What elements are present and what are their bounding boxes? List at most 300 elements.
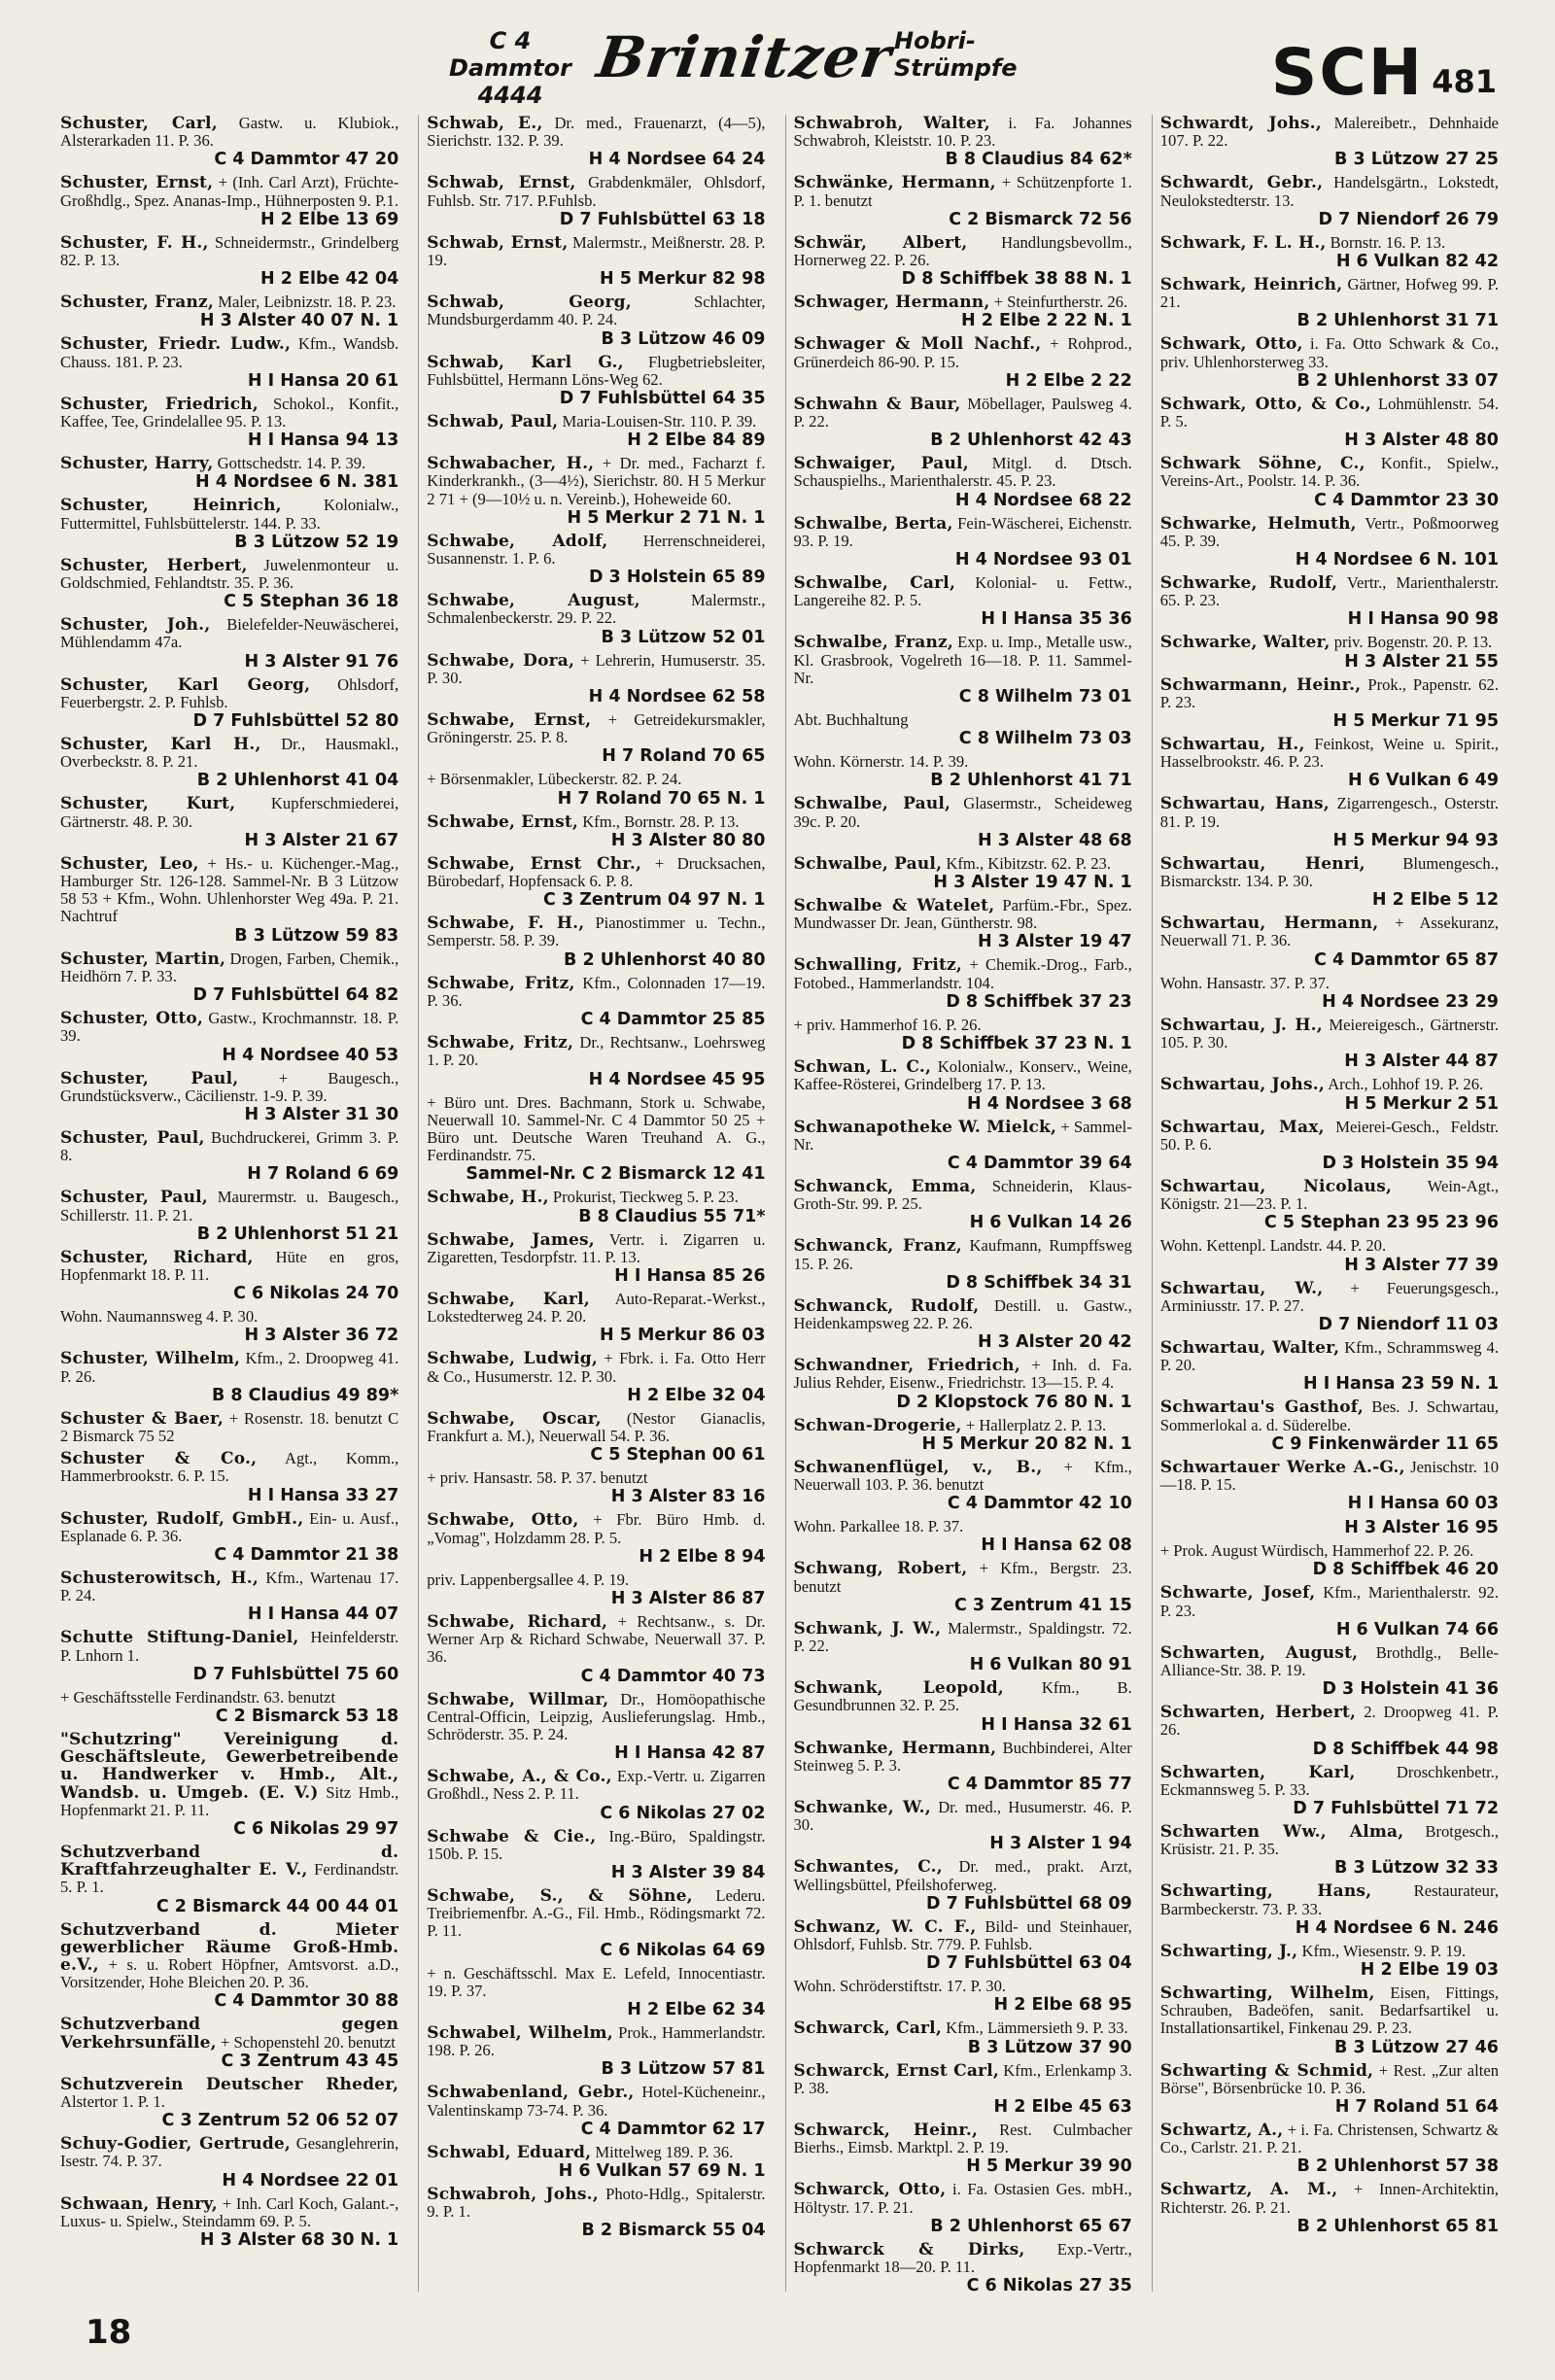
- entry-phone: C 4 Dammtor 85 77: [947, 1774, 1132, 1794]
- entry-details: Kfm., Colonnaden 17—19. P. 36.: [427, 973, 766, 1010]
- directory-entry: [794, 1620, 1132, 1674]
- directory-entry: [1160, 795, 1499, 849]
- entry-name: Schwarke, Rudolf,: [1159, 573, 1338, 594]
- entry-name: Schwabe, Fritz,: [427, 1033, 574, 1053]
- entry-phone: H I Hansa 94 13: [247, 431, 399, 451]
- entry-phone: H 2 Elbe 84 89: [627, 431, 766, 451]
- entry-phone: H 2 Elbe 8 94: [639, 1546, 766, 1567]
- entry-phone: H 3 Alster 39 84: [610, 1862, 766, 1882]
- entry-details: + Getreidekursmakler, Gröningerstr. 25. P. 8.: [427, 710, 766, 747]
- entry-details: Kfm., Kibitzstr. 62. P. 23.: [946, 853, 1112, 873]
- entry-details: + Assekuranz, Neuerwall 71. P. 36.: [1159, 914, 1499, 950]
- column-4: [1152, 115, 1499, 2292]
- entry-phone: B 8 Claudius 49 89*: [211, 1385, 399, 1405]
- entry-details: Droschkenbetr., Eckmannsweg 5. P. 33.: [1159, 1762, 1499, 1799]
- entry-name: Schwahn & Baur,: [793, 394, 961, 414]
- entry-name: Schwabe, Ludwig,: [427, 1349, 598, 1369]
- entry-phone: Sammel-Nr. C 2 Bismarck 12 41: [466, 1164, 766, 1185]
- directory-entry: [794, 1858, 1132, 1913]
- directory-entry: [1160, 2062, 1499, 2117]
- directory-entry: [794, 1799, 1132, 1853]
- directory-entry: [794, 2019, 1132, 2056]
- directory-entry: [794, 1178, 1132, 1232]
- entry-name: Schwanck, Rudolf,: [793, 1295, 980, 1316]
- entry-phone: H 5 Merkur 71 95: [1332, 711, 1499, 732]
- entry-name: Schwalbe, Berta,: [793, 513, 953, 534]
- entry-name: Schwabenland, Gebr.,: [427, 2083, 635, 2103]
- directory-entry: [794, 956, 1132, 1011]
- entry-details: Bielefelder-Neuwäscherei, Mühlendamm 47a.: [60, 615, 399, 652]
- entry-name: Schwabe, Ernst,: [427, 811, 579, 832]
- entry-details: Ing.-Büro, Spaldingstr. 150b. P. 15.: [427, 1826, 766, 1863]
- header-ad-phone: C 4 Dammtor 4444: [449, 27, 571, 109]
- entry-details: + Rest. „Zur alten Börse", Börsenbrücke 10. P. 36.: [1159, 2060, 1499, 2097]
- entry-name: Schwaan, Henry,: [60, 2193, 218, 2214]
- directory-entry: [427, 115, 765, 169]
- directory-entry: [794, 1679, 1132, 1734]
- entry-phone: H I Hansa 23 59 N. 1: [1302, 1374, 1499, 1395]
- directory-entry: [1160, 975, 1499, 1012]
- entry-details: Kfm., Wiesenstr. 9. P. 19.: [1301, 1941, 1467, 1960]
- entry-details: Mitgl. d. Dtsch. Schauspielhs., Marienthalerstr. 45. P. 23.: [793, 454, 1132, 491]
- directory-entry: [427, 771, 765, 808]
- directory-entry: [794, 1237, 1132, 1292]
- entry-name: Schwarke, Walter,: [1159, 633, 1330, 653]
- entry-phone: H 3 Alster 80 80: [610, 830, 766, 850]
- entry-phone: B 8 Claudius 55 71*: [578, 1206, 766, 1226]
- entry-details: + Inh. Carl Koch, Galant.-, Luxus- u. Spielw., Steindamm 69. P. 5.: [60, 2193, 399, 2230]
- entry-phone: H 6 Vulkan 14 26: [969, 1213, 1132, 1233]
- entry-name: Schwartau, Max,: [1159, 1117, 1325, 1137]
- directory-entry: [794, 234, 1132, 289]
- entry-phone: H 6 Vulkan 82 42: [1335, 252, 1499, 272]
- entry-name: Schwabe & Cie.,: [427, 1826, 597, 1846]
- entry-name: Schuster, Richard,: [60, 1247, 254, 1267]
- directory-entry: [1160, 855, 1499, 910]
- entry-details: Ein- u. Ausf., Esplanade 6. P. 36.: [60, 1508, 399, 1545]
- directory-entry: [1160, 234, 1499, 271]
- entry-details: + Innen-Architektin, Richterstr. 26. P. 21.: [1159, 2180, 1499, 2217]
- directory-entry: [1160, 1943, 1499, 1980]
- entry-phone: H 5 Merkur 94 93: [1332, 830, 1499, 850]
- entry-details: Wohn. Schröderstiftstr. 17. P. 30.: [793, 1977, 1007, 1996]
- directory-entry: [60, 1569, 398, 1624]
- entry-name: Schwanck, Emma,: [793, 1176, 977, 1196]
- entry-details: Grabdenkmäler, Ohlsdorf, Fuhlsb. Str. 717. P.Fuhlsb.: [427, 173, 766, 210]
- entry-phone: C 6 Nikolas 27 35: [966, 2276, 1132, 2292]
- entry-details: 2. Droopweg 41. P. 26.: [1159, 1703, 1499, 1740]
- directory-entry: [794, 174, 1132, 228]
- entry-phone: B 2 Uhlenhorst 33 07: [1296, 370, 1499, 391]
- entry-details: Bes. J. Schwartau, Sommerlokal a. d. Süderelbe.: [1159, 1397, 1499, 1434]
- entry-phone: B 3 Lützow 52 01: [601, 627, 766, 647]
- header-ad-tagline: Hobri-Strümpfe: [894, 27, 1018, 82]
- directory-entry: [794, 2121, 1132, 2176]
- entry-phone: H I Hansa 33 27: [247, 1485, 399, 1505]
- entry-name: Schwabe, Ernst,: [427, 710, 592, 731]
- entry-details: priv. Lappenbergsallee 4. P. 19.: [427, 1569, 630, 1589]
- entry-details: Flugbetriebsleiter, Fuhlsbüttel, Hermann Löns-Weg 62.: [427, 352, 766, 389]
- entry-name: Schwartau, Walter,: [1159, 1337, 1340, 1358]
- entry-phone: B 2 Bismarck 55 04: [581, 2221, 766, 2241]
- entry-name: Schwanke, Hermann,: [793, 1738, 997, 1758]
- entry-name: Schuster, Franz,: [60, 293, 215, 313]
- entry-details: Ohlsdorf, Feuerbergstr. 2. P. Fuhlsb.: [60, 674, 399, 711]
- entry-phone: H 4 Nordsee 62 58: [588, 687, 766, 707]
- directory-entry: [1160, 335, 1499, 390]
- entry-name: Schutzverband gegen Verkehrsunfälle,: [60, 2015, 399, 2052]
- directory-entry: [60, 1844, 398, 1916]
- entry-details: Brothdlg., Belle-Alliance-Str. 38. P. 19.: [1159, 1642, 1499, 1679]
- entry-details: + Börsenmakler, Lübeckerstr. 82. P. 24.: [427, 770, 682, 789]
- directory-entry: [60, 1189, 398, 1243]
- entry-phone: H 5 Merkur 39 90: [966, 2156, 1132, 2177]
- entry-name: Schwabe, S., & Söhne,: [427, 1885, 693, 1906]
- entry-details: Glasermstr., Scheideweg 39c. P. 20.: [793, 794, 1132, 831]
- entry-details: + Lehrerin, Humuserstr. 35. P. 30.: [427, 650, 766, 687]
- entry-phone: C 3 Zentrum 52 06 52 07: [161, 2111, 399, 2131]
- directory-entry: [427, 914, 765, 969]
- entry-name: Schwabe, Willmar,: [427, 1689, 609, 1709]
- entry-details: + Hallerplatz 2. P. 13.: [965, 1415, 1107, 1434]
- directory-entry: [60, 1070, 398, 1124]
- entry-phone: H 5 Merkur 2 71 N. 1: [567, 507, 766, 528]
- entry-details: Dr., Hausmakl., Overbeckstr. 8. P. 21.: [60, 735, 399, 772]
- entry-phone: H 4 Nordsee 23 29: [1322, 991, 1499, 1012]
- entry-phone: C 3 Zentrum 04 97 N. 1: [543, 890, 766, 911]
- entry-details: Dr. med., Husumerstr. 46. P. 30.: [793, 1797, 1132, 1835]
- entry-name: Schwalbe, Paul,: [793, 853, 943, 874]
- directory-entry: [1160, 1823, 1499, 1878]
- entry-details: Heinfelderstr. P. Lnhorn 1.: [60, 1628, 399, 1665]
- entry-phone: H 3 Alster 21 55: [1344, 651, 1499, 672]
- directory-entry: [794, 1417, 1132, 1454]
- entry-details: Agt., Komm., Hammerbrookstr. 6. P. 15.: [60, 1449, 399, 1486]
- entry-phone: C 4 Dammtor 40 73: [580, 1666, 766, 1686]
- directory-entry: [427, 2144, 765, 2181]
- entry-details: Prok., Papenstr. 62. P. 23.: [1159, 674, 1499, 711]
- entry-phone: B 2 Uhlenhorst 42 43: [930, 431, 1132, 451]
- directory-entry: [1160, 1644, 1499, 1699]
- entry-phone: D 7 Fuhlsbüttel 68 09: [925, 1893, 1132, 1914]
- entry-phone: D 8 Schiffbek 37 23 N. 1: [901, 1034, 1132, 1054]
- entry-phone: H I Hansa 60 03: [1347, 1494, 1499, 1514]
- entry-name: Schwank, Leopold,: [793, 1678, 1004, 1699]
- entry-details: Malereibetr., Dehnhaide 107. P. 22.: [1159, 115, 1499, 151]
- entry-name: Schuster, Karl H.,: [60, 735, 261, 755]
- entry-details: + Geschäftsstelle Ferdinandstr. 63. benutzt: [60, 1687, 336, 1707]
- entry-name: Schwab, E.,: [427, 115, 543, 133]
- entry-phone: H 3 Alster 86 87: [610, 1588, 766, 1608]
- entry-name: Schuster, Leo,: [60, 853, 199, 874]
- entry-phone: C 5 Stephan 00 61: [590, 1445, 766, 1466]
- directory-entry: [60, 1308, 398, 1345]
- entry-phone: B 3 Lützow 52 19: [234, 532, 399, 552]
- entry-name: Schwabl, Eduard,: [427, 2142, 592, 2162]
- entry-phone: H 3 Alster 31 30: [244, 1104, 399, 1124]
- entry-phone: B 3 Lützow 32 33: [1334, 1858, 1499, 1879]
- entry-name: Schwabe, Fritz,: [427, 973, 575, 993]
- entry-name: Schwarck, Carl,: [793, 2018, 942, 2039]
- entry-name: Schuster, Wilhelm,: [60, 1349, 241, 1369]
- entry-phone: H 7 Roland 6 69: [247, 1164, 399, 1185]
- entry-name: Schwab, Karl G.,: [427, 352, 624, 372]
- entry-name: Schwarting & Schmid,: [1159, 2060, 1374, 2081]
- entry-phone: D 7 Fuhlsbüttel 64 35: [559, 389, 766, 409]
- directory-entry: [794, 1740, 1132, 1794]
- entry-phone: H 5 Merkur 2 51: [1344, 1093, 1499, 1114]
- entry-phone: B 2 Uhlenhorst 41 71: [930, 771, 1132, 791]
- entry-name: Schwabacher, H.,: [427, 454, 595, 474]
- entry-phone: H I Hansa 42 87: [614, 1743, 766, 1764]
- entry-details: Maurermstr. u. Baugesch., Schillerstr. 11. P. 21.: [60, 1188, 399, 1224]
- entry-details: Vertr., Marienthalerstr. 65. P. 23.: [1159, 573, 1499, 610]
- entry-phone: D 2 Klopstock 76 80 N. 1: [896, 1392, 1132, 1412]
- entry-name: Schuster, Herbert,: [60, 555, 248, 575]
- entry-details: Kfm., B. Gesundbrunnen 32. P. 25.: [793, 1678, 1132, 1715]
- entry-phone: H 3 Alster 44 87: [1344, 1052, 1499, 1072]
- entry-details: Drogen, Farben, Chemik., Heidhörn 7. P. 33.: [60, 949, 399, 985]
- entry-name: Schwanz, W. C. F.,: [793, 1916, 977, 1937]
- entry-details: + Sammel-Nr.: [793, 1117, 1132, 1154]
- entry-name: Schwalbe, Carl,: [793, 573, 956, 594]
- directory-entry: [794, 335, 1132, 390]
- directory-entry: [60, 234, 398, 289]
- entry-name: Schuster, Kurt,: [60, 794, 236, 814]
- entry-phone: C 4 Dammtor 62 17: [580, 2119, 766, 2139]
- entry-details: Meiereigesch., Gärtnerstr. 105. P. 30.: [1159, 1015, 1499, 1052]
- entry-details: Pianostimmer u. Techn., Semperstr. 58. P. 39.: [427, 914, 766, 950]
- directory-entry: [60, 1010, 398, 1064]
- entry-name: Schwab, Georg,: [427, 293, 632, 313]
- entry-details: Schokol., Konfit., Kaffee, Tee, Grindelallee 95. P. 13.: [60, 394, 399, 431]
- entry-details: + s. u. Robert Höpfner, Amtsvorst. a.D., Vorsitzender, Hohe Bleichen 20. P. 36.: [60, 1955, 399, 1992]
- entry-name: Schwabe, F. H.,: [427, 914, 585, 934]
- entry-details: Restaurateur, Barmbeckerstr. 73. P. 33.: [1159, 1881, 1499, 1918]
- entry-phone: H 6 Vulkan 6 49: [1347, 771, 1499, 791]
- directory-entry: [1160, 1882, 1499, 1937]
- entry-phone: D 8 Schiffbek 38 88 N. 1: [901, 269, 1132, 290]
- entry-phone: B 3 Lützow 27 25: [1334, 150, 1499, 170]
- entry-details: Arch., Lohhof 19. P. 26.: [1328, 1075, 1484, 1094]
- directory-entry: [427, 975, 765, 1029]
- directory-entry: [1160, 1764, 1499, 1818]
- directory-entry: [794, 2062, 1132, 2117]
- entry-phone: D 8 Schiffbek 34 31: [946, 1272, 1132, 1293]
- directory-entry: [1160, 1584, 1499, 1638]
- entry-details: Hotel-Kücheneinr., Valentinskamp 73-74. P. 36.: [427, 2083, 766, 2120]
- directory-entry: [794, 515, 1132, 569]
- entry-phone: C 2 Bismarck 53 18: [215, 1706, 399, 1726]
- entry-phone: H 3 Alster 48 68: [978, 830, 1132, 850]
- entry-phone: H 2 Elbe 32 04: [627, 1385, 766, 1405]
- directory-entry: [427, 533, 765, 587]
- entry-phone: C 4 Dammtor 42 10: [947, 1494, 1132, 1514]
- entry-details: Destill. u. Gastw., Heidenkampsweg 22. P. 26.: [793, 1295, 1132, 1332]
- entry-details: priv. Bogenstr. 20. P. 13.: [1333, 633, 1493, 652]
- entry-details: Kfm., Wandsb. Chauss. 181. P. 23.: [60, 334, 399, 371]
- entry-name: Schwarten, Herbert,: [1159, 1703, 1357, 1723]
- entry-phone: H 3 Alster 1 94: [989, 1834, 1132, 1854]
- directory-entry: [427, 1613, 765, 1686]
- entry-phone: H 2 Elbe 13 69: [260, 209, 399, 229]
- entry-details: Konfit., Spielw., Vereins-Art., Poolstr. 14. P. 36.: [1159, 454, 1499, 491]
- entry-phone: H 4 Nordsee 6 N. 381: [194, 472, 399, 493]
- directory-entry: [60, 293, 398, 330]
- directory-entry: [60, 2135, 398, 2190]
- directory-entry: [794, 455, 1132, 509]
- entry-name: Schwabroh, Johs.,: [427, 2185, 599, 2205]
- entry-phone: C 4 Dammtor 23 30: [1314, 490, 1499, 510]
- entry-name: Schwalbe & Watelet,: [793, 896, 995, 916]
- entry-details: Jenischstr. 10—18. P. 15.: [1159, 1457, 1499, 1494]
- entry-details: Handelsgärtn., Lokstedt, Neulokstedterstr. 13.: [1159, 173, 1499, 210]
- entry-details: + Chemik.-Drog., Farb., Fotobed., Hammerlandstr. 104.: [793, 955, 1132, 992]
- entry-name: Schwabel, Wilhelm,: [427, 2023, 613, 2043]
- entry-name: Schutte Stiftung-Daniel,: [60, 1628, 299, 1648]
- directory-entry: [794, 711, 1132, 748]
- directory-entry: [60, 1450, 398, 1504]
- directory-entry: [60, 1629, 398, 1683]
- directory-entry: [794, 1297, 1132, 1352]
- entry-details: Malermstr., Meißnerstr. 28. P. 19.: [427, 232, 766, 270]
- entry-phone: H 2 Elbe 5 12: [1371, 890, 1499, 911]
- entry-name: Schwark, Otto,: [1159, 334, 1303, 355]
- directory-entry: [60, 174, 398, 228]
- entry-name: Schwanapotheke W. Mielck,: [793, 1117, 1057, 1137]
- entry-details: Schneiderin, Klaus-Groth-Str. 99. P. 25.: [793, 1176, 1132, 1214]
- directory-entry: [1160, 455, 1499, 509]
- entry-phone: H I Hansa 32 61: [981, 1714, 1132, 1735]
- entry-phone: D 7 Fuhlsbüttel 63 18: [559, 209, 766, 229]
- entry-phone: H 4 Nordsee 6 N. 246: [1295, 1917, 1499, 1938]
- entry-name: Schwartau, Hans,: [1159, 794, 1330, 814]
- entry-name: Schwabe, A., & Co.,: [427, 1767, 612, 1787]
- directory-entry: [427, 2186, 765, 2240]
- directory-entry: [794, 1058, 1132, 1113]
- directory-entry: [60, 795, 398, 849]
- entry-details: Bild- und Steinhauer, Ohlsdorf, Fuhlsb. Str. 779. P. Fuhlsb.: [793, 1916, 1132, 1953]
- directory-columns: [60, 115, 1499, 2292]
- entry-details: Blumengesch., Bismarckstr. 134. P. 30.: [1159, 853, 1499, 891]
- directory-entry: [1160, 1704, 1499, 1758]
- entry-name: Schuster, Ernst,: [60, 173, 214, 193]
- directory-entry: [60, 497, 398, 551]
- directory-entry: [60, 950, 398, 1005]
- entry-phone: B 2 Uhlenhorst 65 67: [930, 2216, 1132, 2236]
- entry-details: Exp.-Vertr. u. Zigarren Großhdl., Ness 2. P. 11.: [427, 1767, 766, 1804]
- directory-entry: [794, 1017, 1132, 1053]
- entry-phone: C 6 Nikolas 64 69: [600, 1940, 766, 1960]
- entry-name: Schwab, Ernst,: [427, 232, 569, 253]
- entry-phone: B 2 Uhlenhorst 57 38: [1296, 2156, 1499, 2177]
- entry-details: i. Fa. Ostasien Ges. mbH., Höltystr. 17. P. 21.: [793, 2180, 1132, 2217]
- entry-name: "Schutzring" Vereinigung d. Geschäftsleute, Gewerbetreibende u. Handwerker v. Hmb., Alt., Wandsb. u. Umgeb. (E. V.): [60, 1729, 399, 1803]
- entry-name: Schwarke, Helmuth,: [1159, 513, 1357, 534]
- directory-entry: [794, 1560, 1132, 1614]
- entry-phone: C 9 Finkenwärder 11 65: [1271, 1433, 1499, 1454]
- entry-name: Schwartz, A. M.,: [1159, 2180, 1338, 2200]
- entry-name: Schwär, Albert,: [793, 232, 968, 253]
- entry-details: + Kfm., Bergstr. 23. benutzt: [793, 1559, 1132, 1596]
- entry-name: Schwarting, J.,: [1159, 1941, 1298, 1961]
- entry-details: Kfm., Wartenau 17. P. 24.: [60, 1568, 399, 1605]
- entry-phone: H 3 Alster 19 47: [978, 932, 1132, 952]
- entry-phone: H 3 Alster 21 67: [244, 830, 399, 850]
- entry-name: Schuster, F. H.,: [60, 232, 209, 253]
- entry-name: Schwank, J. W.,: [793, 1618, 942, 1638]
- entry-name: Schwartz, A.,: [1159, 2121, 1284, 2140]
- directory-entry: [1160, 1119, 1499, 1173]
- entry-name: Schuster, Karl Georg,: [60, 674, 311, 695]
- entry-details: Buchbinderei, Alter Steinweg 5. P. 3.: [793, 1738, 1132, 1775]
- entry-details: Sitz Hmb., Hopfenmarkt 21. P. 11.: [60, 1782, 399, 1819]
- entry-details: Wein-Agt., Königstr. 21—23. P. 1.: [1159, 1176, 1499, 1214]
- entry-phone: C 6 Nikolas 29 97: [233, 1818, 399, 1839]
- entry-details: Hüte en gros, Hopfenmarkt 18. P. 11.: [60, 1247, 399, 1284]
- directory-entry: [427, 1410, 765, 1465]
- directory-entry: [1160, 2121, 1499, 2176]
- entry-details: + Prok. August Würdisch, Hammerhof 22. P. 26.: [1159, 1541, 1474, 1561]
- entry-phone: D 7 Niendorf 26 79: [1318, 209, 1499, 229]
- entry-details: Kfm., Schrammsweg 4. P. 20.: [1159, 1337, 1499, 1375]
- entry-name: Schwanck, Franz,: [793, 1236, 962, 1257]
- directory-entry: [1160, 1237, 1499, 1274]
- entry-name: Schwarck, Otto,: [793, 2180, 947, 2200]
- entry-details: + i. Fa. Christensen, Schwartz & Co., Carlstr. 21. P. 21.: [1159, 2121, 1499, 2157]
- directory-entry: [60, 2016, 398, 2070]
- entry-phone: H I Hansa 44 07: [247, 1604, 399, 1625]
- entry-details: + Fbr. Büro Hmb. d. „Vomag", Holzdamm 28. P. 5.: [427, 1510, 766, 1547]
- entry-details: Wohn. Parkallee 18. P. 37.: [793, 1517, 964, 1536]
- entry-phone: B 3 Lützow 27 46: [1334, 2037, 1499, 2057]
- entry-name: Schwabe, Richard,: [427, 1611, 608, 1632]
- entry-phone: B 8 Claudius 84 62*: [945, 150, 1132, 170]
- directory-entry: [427, 1768, 765, 1822]
- entry-name: Schwark, Heinrich,: [1159, 275, 1343, 295]
- entry-name: Schwager & Moll Nachf.,: [793, 334, 1042, 355]
- directory-entry: [60, 2195, 398, 2250]
- entry-details: Meierei-Gesch., Feldstr. 50. P. 6.: [1159, 1117, 1499, 1154]
- directory-entry: [60, 396, 398, 450]
- entry-phone: B 2 Uhlenhorst 31 71: [1296, 311, 1499, 331]
- entry-details: + Drucksachen, Bürobedarf, Hopfensack 6. P. 8.: [427, 853, 766, 891]
- entry-phone: D 7 Fuhlsbüttel 63 04: [925, 1953, 1132, 1974]
- entry-phone: B 2 Uhlenhorst 41 04: [196, 771, 399, 791]
- directory-entry: [60, 1249, 398, 1303]
- entry-name: Schuster, Friedrich,: [60, 394, 259, 414]
- entry-details: Bornstr. 16. P. 13.: [1330, 232, 1446, 252]
- directory-entry: [60, 1410, 398, 1445]
- directory-entry: [1160, 676, 1499, 731]
- entry-name: Schwartau, Hermann,: [1159, 914, 1379, 934]
- entry-details: + Hs.- u. Küchenger.-Mag., Hamburger Str. 126-128. Sammel-Nr. B 3 Lützow 58 53 + Kfm., Wohn. Uhlenhorster Weg 49a. P. 21. Nachtruf: [60, 853, 399, 926]
- entry-details: Dr. med., Frauenarzt, (4—5), Sierichstr. 132. P. 39.: [427, 115, 766, 151]
- entry-phone: C 6 Nikolas 24 70: [233, 1284, 399, 1304]
- entry-name: Schutzverband d. Mieter gewerblicher Räume Groß-Hmb. e.V.,: [60, 1919, 399, 1975]
- entry-phone: H 3 Alster 36 72: [244, 1326, 399, 1346]
- entry-name: Schuy-Godier, Gertrude,: [60, 2134, 292, 2155]
- entry-details: Malermstr., Spaldingstr. 72. P. 22.: [793, 1618, 1132, 1655]
- entry-name: Schwardt, Gebr.,: [1159, 173, 1324, 193]
- entry-phone: H 5 Merkur 82 98: [599, 269, 766, 290]
- entry-details: + Steinfurtherstr. 26.: [993, 293, 1128, 312]
- entry-phone: C 5 Stephan 23 95 23 96: [1263, 1213, 1499, 1233]
- entry-details: Juwelenmonteur u. Goldschmied, Fehlandtstr. 35. P. 36.: [60, 555, 399, 593]
- entry-phone: H 4 Nordsee 22 01: [222, 2170, 399, 2190]
- entry-phone: H 3 Alster 91 76: [244, 651, 399, 672]
- directory-entry: [794, 1357, 1132, 1411]
